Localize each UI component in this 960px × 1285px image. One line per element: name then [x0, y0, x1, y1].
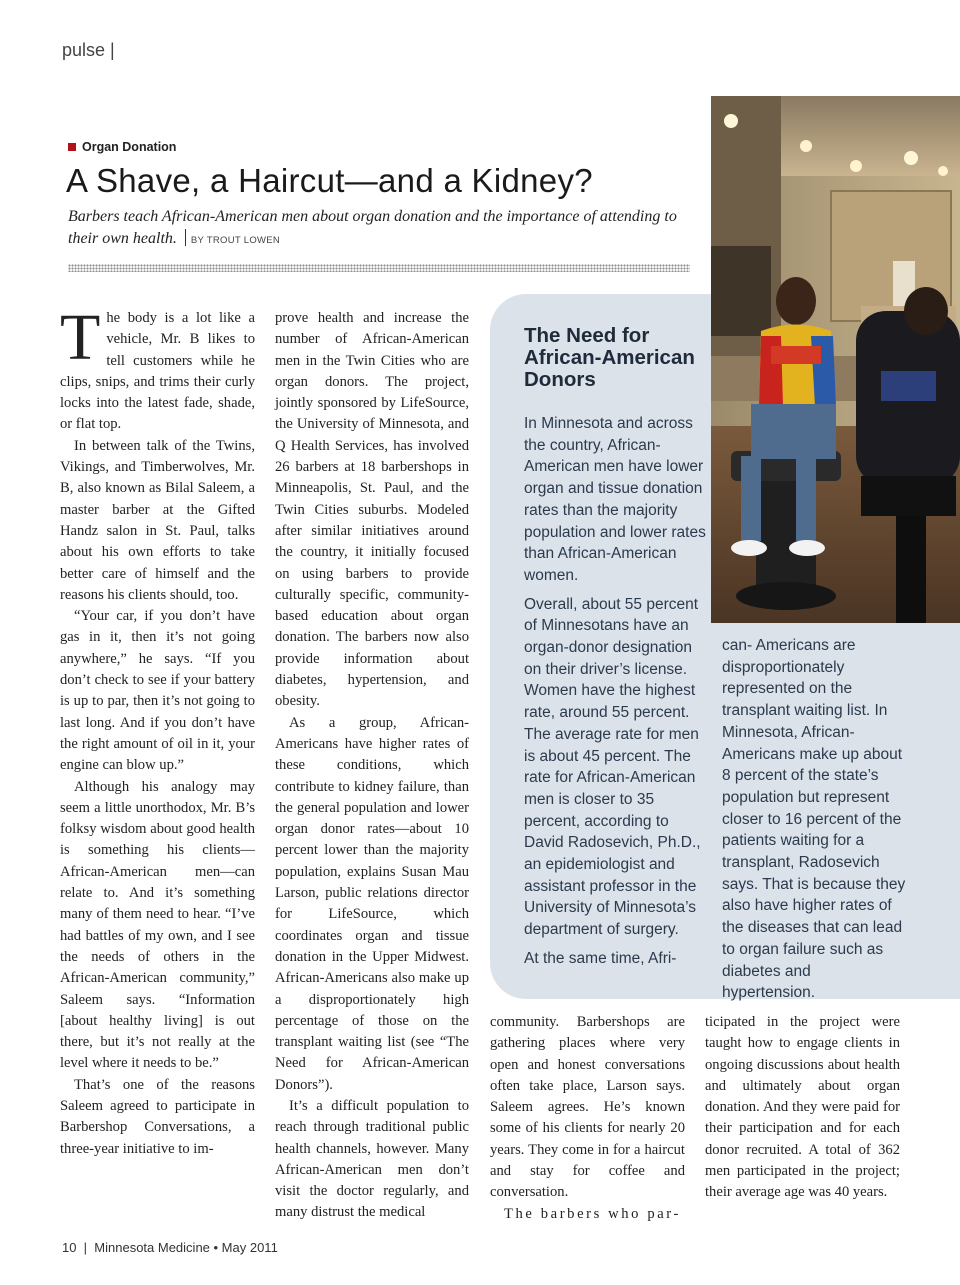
- paragraph: The body is a lot like a vehicle, Mr. B likes to tell customers while he clips, snips, and trims their curly locks into the latest fade, shade, or flat top.: [60, 301, 255, 433]
- sidebar-title: The Need for African-American Donors: [524, 324, 695, 391]
- sidebar-column-2: [722, 635, 907, 1011]
- paragraph: The barbers who par-: [504, 1205, 681, 1222]
- dotted-rule: [68, 264, 690, 272]
- category-text: Organ Donation: [82, 140, 177, 154]
- paragraph: It’s a difficult population to reach through traditional public health channels, however. Many African-American men don’t visit the doctor regularly, and many distrust the medical: [275, 1097, 469, 1221]
- byline: BY TROUT LOWEN: [190, 235, 281, 246]
- paragraph: ticipated in the project were taught how to engage clients in ongoing discussions about health and ultimately about organ donation. And they were paid for their participation and for each donor recruited. A total of 362 men participated in the project; their average age was 40 years.: [705, 1014, 900, 1201]
- drop-cap: T: [60, 301, 101, 374]
- page-footer: 10 | Minnesota Medicine • May 2011: [62, 1240, 278, 1255]
- paragraph: That’s one of the reasons Saleem agreed to participate in Barbershop Conversations, a three-year initiative to im-: [60, 1076, 255, 1157]
- body-column-3: [490, 1012, 685, 1225]
- body-column-4: [705, 1012, 900, 1204]
- barbershop-photo: [711, 96, 960, 623]
- category-square-icon: [68, 143, 76, 151]
- sidebar-paragraph: In Minnesota and across the country, African-American men have lower organ and tissue donation rates than the majority population and lower rates than African-American women.: [524, 415, 706, 584]
- body-column-1: [60, 301, 255, 1160]
- paragraph: community. Barbershops are gathering places where very open and honest conversations often take place, Larson says. Saleem agrees. He’s known some of his clients for nearly 20 years. They come in for a haircut and stay for coffee and conversation.: [490, 1014, 685, 1201]
- deck: [68, 206, 698, 252]
- deck-text: Barbers teach African-American men about organ donation and the importance of attending to their own health.: [68, 208, 677, 247]
- byline-divider: [185, 229, 186, 246]
- paragraph: Although his analogy may seem a little unorthodox, Mr. B’s folksy wisdom about good health is something his clients—African-American men—can relate to. And it’s something many of them need to hear. “I’ve had battles of my own, and I see the needs of others in the African-American community,” Saleem says. “Information [about healthy living] is out there, but it’s not really at the level where it needs to be.”: [60, 778, 255, 1072]
- paragraph: prove health and increase the number of African-American men in the Twin Cities who are organ donors. The project, jointly sponsored by LifeSource, the University of Minnesota, and Q Health Services, has involved 26 barbers at 18 barbershops in Minneapolis, St. Paul, and the Twin Cities suburbs. Modeled after similar initiatives around the country, it initially focused on using barbers to provide culturally specific, community-based education about organ donation. The barbers now also provide information about diabetes, hypertension, and obesity.: [275, 310, 469, 710]
- barbershop-photo-illustration: [711, 96, 960, 623]
- sidebar-paragraph: At the same time, Afri-: [524, 949, 677, 967]
- paragraph: As a group, African-Americans have higher rates of these conditions, which contribute to kidney failure, than the general population and lower organ donor rates—about 10 percent lower than the majority population, explains Susan Mau Larson, public relations director for LifeSource, which coordinates organ and tissue donation in the Upper Midwest. African-Americans also make up a disproportionately high percentage of those on the transplant waiting list (see “The Need for African-American Donors”).: [275, 714, 469, 1093]
- paragraph: “Your car, if you don’t have gas in it, then it’s not going anywhere,” he says. “If you don’t check to see if your battery is up to par, then it’s not going to last long. And if you don’t have the right amount of oil in it, your engine can blow up.”: [60, 608, 255, 774]
- section-header: pulse |: [62, 40, 115, 60]
- sidebar-column-1: [524, 413, 706, 977]
- body-column-2: [275, 308, 469, 1224]
- headline: A Shave, a Haircut—and a Kidney?: [66, 162, 593, 199]
- sidebar-paragraph: can- Americans are disproportionately represented on the transplant waiting list. In Minnesota, African-Americans make up about 8 percent of the state’s population but represent closer to 16 percent of the patients waiting for a transplant, Radosevich says. That is because they also have higher rates of the diseases that can lead to organ failure such as diabetes and hypertension.: [722, 637, 906, 1002]
- paragraph: In between talk of the Twins, Vikings, and Timberwolves, Mr. B, also known as Bilal Saleem, a master barber at the Gifted Handz salon in St. Paul, talks about his own efforts to take better care of himself and the reasons his clients should, too.: [60, 437, 255, 603]
- sidebar-paragraph: Overall, about 55 percent of Minnesotans have an organ-donor designation on their driver’s license. Women have the highest rate, around 55 percent. The average rate for men is about 45 percent. The rate for African-American men is closer to 35 percent, according to David Radosevich, Ph.D., an epidemiologist and assistant professor in the University of Minnesota’s department of surgery.: [524, 595, 701, 939]
- category-label: [68, 140, 176, 154]
